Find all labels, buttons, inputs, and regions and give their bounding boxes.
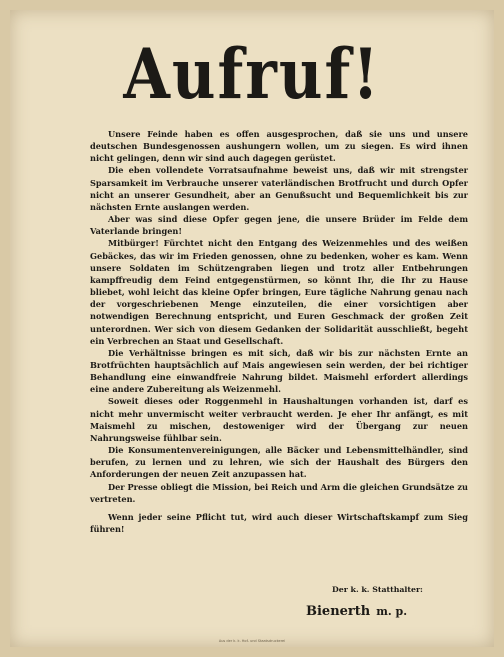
signatory-role: Der k. k. Statthalter: [332, 585, 423, 594]
paragraph: Mitbürger! Fürchtet nicht den Entgang des Weizenmehles und des weißen Gebäckes, das wir im Frieden genossen, ohne zu bedenken, woher es kam. Wenn unsere Soldaten im Schützengraben liegen und trotz aller Entbehrungen kampffreudig dem Feind entgegenstürmen, so könnt Ihr, die Ihr zu Hause bliebet, wohl leicht das kleine Opfer bringen, Eure tägliche Nahrung genau nach der vorgeschriebenen Menge einzuteilen, die einer vorsichtigen aber notwendigen Berechnung entspricht, und Euren Geschmack der großen Zeit unterordnen. Wer sich von diesem Gedanken der Solidarität ausschließt, begeht ein Verbrechen an Staat und Gesellschaft. [90, 238, 468, 346]
paragraph: Aber was sind diese Opfer gegen jene, die unsere Brüder im Felde dem Vaterlande bringen! [90, 214, 468, 237]
signatory-name-line [306, 604, 423, 619]
poster-body [90, 128, 468, 535]
closing-paragraph: Wenn jeder seine Pflicht tut, wird auch dieser Wirtschaftskampf zum Sieg führen! [90, 511, 468, 534]
paragraph: Die eben vollendete Vorratsaufnahme beweist uns, daß wir mit strengster Sparsamkeit im Verbrauche unserer vaterländischen Brotfrucht und durch Opfer nicht an unserer Gesundheit, aber an Genußsucht und Bequemlichkeit bis zur nächsten Ernte auslangen werden. [90, 165, 468, 212]
paragraph: Der Presse obliegt die Mission, bei Reich und Arm die gleichen Grundsätze zu vertreten. [90, 481, 468, 504]
paragraph: Die Konsumentenvereinigungen, alle Bäcker und Lebensmittelhändler, sind berufen, zu lernen und zu lehren, wie sich der Haushalt des Bürgers den Anforderungen der neuen Zeit anzupassen hat. [90, 445, 468, 480]
paragraph: Unsere Feinde haben es offen ausgesprochen, daß sie uns und unsere deutschen Bundesgenossen aushungern wollen, um zu siegen. Es wird ihnen nicht gelingen, denn wir sind auch dagegen gerüstet. [90, 129, 468, 164]
paragraph: Soweit dieses oder Roggenmehl in Haushaltungen vorhanden ist, darf es nicht mehr unvermischt weiter verbraucht werden. Je eher Ihr anfängt, es mit Maismehl zu mischen, destoweniger wird der Übergang zur neuen Nahrungsweise fühlbar sein. [90, 396, 468, 443]
signature-block [306, 585, 423, 619]
paragraph: Die Verhältnisse bringen es mit sich, daß wir bis zur nächsten Ernte an Brotfrüchten hauptsächlich auf Mais angewiesen sein werden, der bei richtiger Behandlung eine einwandfreie Nahrung bildet. Maismehl erfordert allerdings eine andere Zubereitung als Weizenmehl. [90, 347, 468, 395]
signatory-suffix: m. p. [376, 605, 408, 618]
poster-title: Aufruf! [123, 34, 381, 116]
printer-imprint: Aus der k. k. Hof- und Staatsdruckerei [218, 639, 286, 643]
poster-sheet [10, 10, 494, 647]
signatory-name: Bienerth [306, 604, 371, 619]
